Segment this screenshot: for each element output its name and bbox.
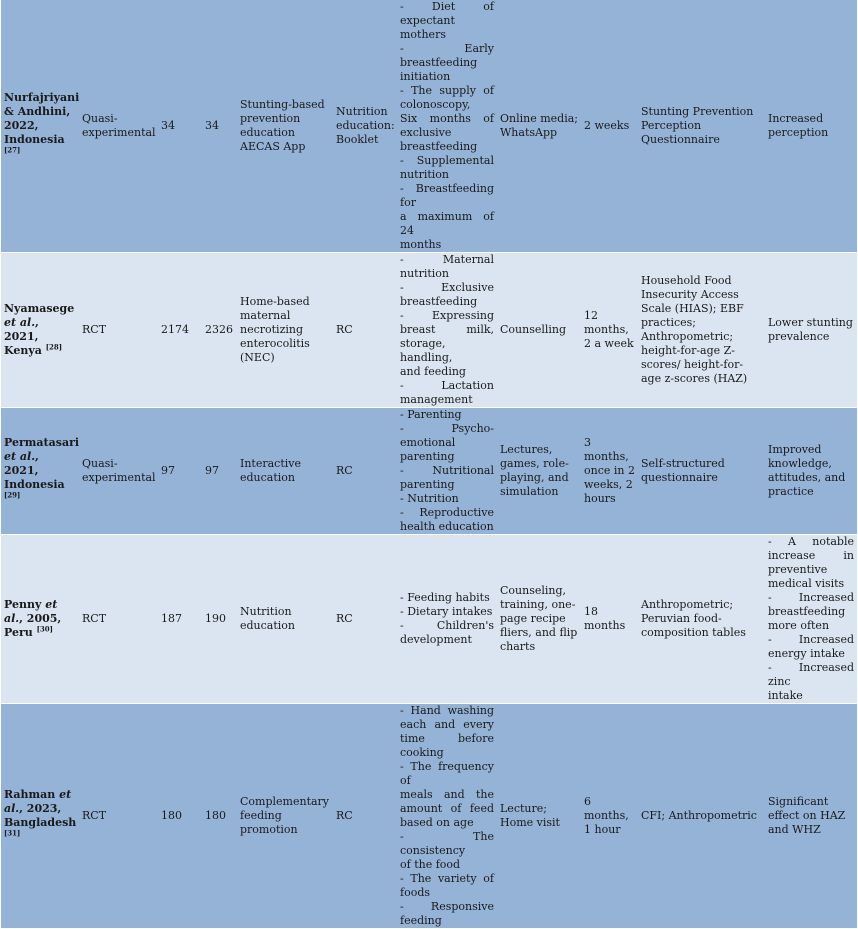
outcome-cell <box>765 535 857 704</box>
sample-control-cell: 180 <box>202 704 237 929</box>
text-line: more often <box>768 619 830 632</box>
text-line: Six months of <box>400 112 494 125</box>
outcome-cell: Improved knowledge, attitudes, and practice <box>765 408 857 535</box>
text-line: mothers <box>400 28 446 41</box>
text-line: - Increased <box>768 591 854 604</box>
text-line: - Diet of expectant <box>400 0 494 27</box>
text-line: of the food <box>400 858 461 871</box>
text-line: - Exclusive <box>400 281 494 294</box>
text-line: medical visits <box>768 577 845 590</box>
study-citation: Nyamasege et al., 2021, Kenya <box>4 302 75 357</box>
study-citation: Rahman et al., 2023, Bangladesh <box>4 788 77 829</box>
text-line: - Responsive <box>400 900 494 913</box>
study-citation: Permatasari et al., 2021, Indonesia <box>4 436 79 491</box>
delivery-cell: Online media; WhatsApp <box>497 0 581 253</box>
text-line: - Dietary intakes <box>400 605 493 618</box>
sample-intervention-cell: 180 <box>158 704 202 929</box>
text-line: months <box>400 238 442 251</box>
instrument-cell: Stunting Prevention Perception Questionnaire <box>638 0 765 253</box>
text-line: amount of feed <box>400 802 494 815</box>
content-cell <box>397 253 497 408</box>
instrument-cell: Anthropometric; Peruvian food-composition tables <box>638 535 765 704</box>
text-line: - The frequency of <box>400 760 494 787</box>
text-line: - Increased <box>768 633 854 646</box>
text-line: - Early <box>400 42 494 55</box>
text-line: - Supplemental <box>400 154 494 167</box>
duration-cell: 6 months, 1 hour <box>581 704 638 929</box>
text-line: - Parenting <box>400 408 462 421</box>
study-cell <box>1 408 79 535</box>
text-line: - Increased zinc <box>768 661 854 688</box>
text-line: a maximum of 24 <box>400 210 494 237</box>
text-line: - Psycho- <box>400 422 494 435</box>
text-line: colonoscopy, <box>400 98 471 111</box>
text-line: - Maternal <box>400 253 494 266</box>
text-line: - Children's <box>400 619 494 632</box>
text-line: - The consistency <box>400 830 494 857</box>
outcome-cell: Significant effect on HAZ and WHZ <box>765 704 857 929</box>
content-cell <box>397 704 497 929</box>
text-line: - The variety of <box>400 872 494 885</box>
duration-cell: 2 weeks <box>581 0 638 253</box>
intervention-cell: Home-based maternal necrotizing enterocolitis (NEC) <box>237 253 333 408</box>
design-cell: RCT <box>79 253 158 408</box>
control-cell: RC <box>333 535 397 704</box>
text-line: exclusive <box>400 126 452 139</box>
delivery-cell: Lecture; Home visit <box>497 704 581 929</box>
study-cell <box>1 704 79 929</box>
text-line: management <box>400 393 473 406</box>
text-line: - Feeding habits <box>400 591 490 604</box>
duration-cell: 12 months, 2 a week <box>581 253 638 408</box>
text-line: cooking <box>400 746 444 759</box>
text-line: - Expressing <box>400 309 494 322</box>
text-line: nutrition <box>400 267 450 280</box>
text-line: breastfeeding <box>400 295 478 308</box>
studies-table <box>1 0 857 929</box>
control-cell: RC <box>333 704 397 929</box>
reference-number: [28] <box>45 342 63 352</box>
text-line: energy intake <box>768 647 845 660</box>
instrument-cell: Household Food Insecurity Access Scale (HIAS); EBF practices; Anthropometric; height-for-age Z-scores/ height-for-age z-scores (HAZ) <box>638 253 765 408</box>
control-cell: Nutrition education: Booklet <box>333 0 397 253</box>
intervention-cell: Interactive education <box>237 408 333 535</box>
design-cell: Quasi-experimental <box>79 0 158 253</box>
table-row <box>1 408 857 535</box>
text-line: parenting <box>400 450 455 463</box>
text-line: increase in <box>768 549 854 562</box>
table-row <box>1 0 857 253</box>
sample-intervention-cell: 2174 <box>158 253 202 408</box>
text-line: intake <box>768 689 803 702</box>
text-line: breastfeeding <box>400 56 478 69</box>
sample-control-cell: 190 <box>202 535 237 704</box>
text-line: development <box>400 633 472 646</box>
control-cell: RC <box>333 253 397 408</box>
delivery-cell: Lectures, games, role-playing, and simulation <box>497 408 581 535</box>
text-line: and feeding <box>400 365 466 378</box>
sample-control-cell: 97 <box>202 408 237 535</box>
reference-number: [27] <box>4 145 21 155</box>
text-line: nutrition <box>400 168 450 181</box>
study-cell <box>1 0 79 253</box>
delivery-cell: Counseling, training, one-page recipe fliers, and flip charts <box>497 535 581 704</box>
text-line: each and every <box>400 718 494 731</box>
reference-number: [30] <box>36 624 53 634</box>
control-cell: RC <box>333 408 397 535</box>
reference-number: [31] <box>4 828 21 838</box>
text-line: parenting <box>400 478 455 491</box>
study-citation: Nurfajriyani & Andhini, 2022, Indonesia <box>4 91 79 146</box>
text-line: storage, handling, <box>400 337 453 364</box>
text-line: - The supply of <box>400 84 494 97</box>
design-cell: Quasi-experimental <box>79 408 158 535</box>
text-line: breastfeeding <box>768 605 846 618</box>
sample-control-cell: 2326 <box>202 253 237 408</box>
design-cell: RCT <box>79 704 158 929</box>
duration-cell: 18 months <box>581 535 638 704</box>
study-cell <box>1 535 79 704</box>
text-line: based on age <box>400 816 474 829</box>
content-cell <box>397 535 497 704</box>
text-line: - Reproductive <box>400 506 494 519</box>
delivery-cell: Counselling <box>497 253 581 408</box>
text-line: time before <box>400 732 494 745</box>
text-line: - Hand washing <box>400 704 494 717</box>
text-line: feeding <box>400 914 442 927</box>
text-line: foods <box>400 886 431 899</box>
reference-number: [29] <box>4 490 21 500</box>
text-line: breast milk, <box>400 323 494 336</box>
text-line: - Breastfeeding for <box>400 182 494 209</box>
sample-intervention-cell: 34 <box>158 0 202 253</box>
study-cell <box>1 253 79 408</box>
instrument-cell: CFI; Anthropometric <box>638 704 765 929</box>
table-row <box>1 535 857 704</box>
text-line: initiation <box>400 70 451 83</box>
intervention-cell: Nutrition education <box>237 535 333 704</box>
content-cell <box>397 0 497 253</box>
study-citation: Penny et al., 2005, Peru <box>4 598 62 639</box>
table-row <box>1 704 857 929</box>
text-line: - Nutrition <box>400 492 459 505</box>
text-line: - Nutritional <box>400 464 494 477</box>
text-line: meals and the <box>400 788 494 801</box>
text-line: breastfeeding <box>400 140 478 153</box>
sample-intervention-cell: 97 <box>158 408 202 535</box>
text-line: preventive <box>768 563 828 576</box>
text-line: - A notable <box>768 535 854 548</box>
table-row <box>1 253 857 408</box>
sample-intervention-cell: 187 <box>158 535 202 704</box>
outcome-cell: Increased perception <box>765 0 857 253</box>
outcome-cell: Lower stunting prevalence <box>765 253 857 408</box>
intervention-cell: Stunting-based prevention education AECAS App <box>237 0 333 253</box>
text-line: - Lactation <box>400 379 494 392</box>
content-cell <box>397 408 497 535</box>
sample-control-cell: 34 <box>202 0 237 253</box>
design-cell: RCT <box>79 535 158 704</box>
instrument-cell: Self-structured questionnaire <box>638 408 765 535</box>
text-line: emotional <box>400 436 456 449</box>
intervention-cell: Complementary feeding promotion <box>237 704 333 929</box>
text-line: health education <box>400 520 494 533</box>
duration-cell: 3 months, once in 2 weeks, 2 hours <box>581 408 638 535</box>
